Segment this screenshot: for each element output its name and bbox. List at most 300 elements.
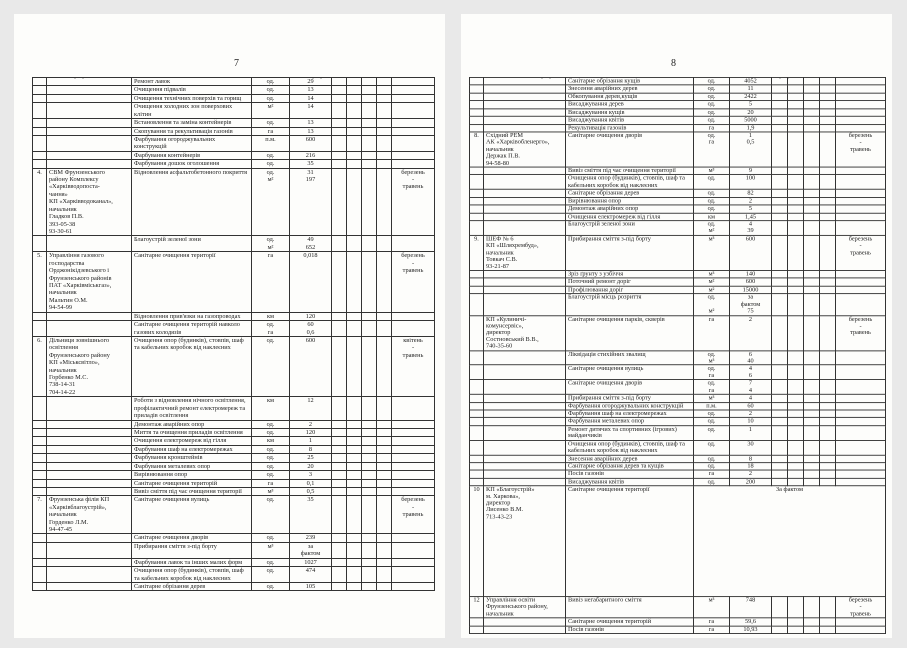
- blank-cell: [820, 470, 836, 478]
- unit-cell: од.: [252, 94, 290, 102]
- blank-cell: [362, 336, 377, 396]
- period-cell: [836, 124, 886, 132]
- blank-cell: [772, 626, 788, 634]
- unit-cell: га: [252, 127, 290, 135]
- volume-cell: 5: [730, 101, 772, 109]
- blank-cell: [772, 167, 788, 175]
- blank-cell: [804, 626, 820, 634]
- period-cell: [392, 78, 435, 86]
- blank-cell: [362, 127, 377, 135]
- volume-cell: 0,1: [290, 479, 332, 487]
- blank-cell: [772, 286, 788, 294]
- organization-cell: [484, 402, 566, 410]
- document-page-7: [14, 14, 445, 638]
- volume-cell: 35: [290, 496, 332, 534]
- blank-cell: [362, 445, 377, 453]
- row-number-cell: [33, 103, 47, 119]
- row-number-cell: [470, 394, 484, 402]
- table-row: [33, 135, 435, 151]
- blank-cell: [332, 471, 347, 479]
- row-number-cell: 7.: [33, 496, 47, 534]
- row-number-cell: 4.: [33, 168, 47, 236]
- row-number-cell: [33, 151, 47, 159]
- blank-cell: [332, 462, 347, 470]
- row-number-cell: [470, 175, 484, 190]
- row-number-cell: [470, 380, 484, 395]
- row-number-cell: [470, 116, 484, 124]
- volume-cell: 13: [290, 119, 332, 127]
- blank-cell: [332, 534, 347, 542]
- period-cell: [836, 93, 886, 101]
- work-description-cell: Санітарне очищення дворів: [566, 380, 694, 395]
- unit-cell: км: [694, 213, 730, 221]
- unit-cell: га: [694, 315, 730, 350]
- work-description-cell: Зріз ґрунту з узбіччя: [566, 270, 694, 278]
- blank-cell: [362, 454, 377, 462]
- blank-cell: [788, 93, 804, 101]
- row-number-cell: [33, 437, 47, 445]
- blank-cell: [788, 190, 804, 198]
- blank-cell: [772, 315, 788, 350]
- work-plan-table: [32, 77, 435, 591]
- table-row: [33, 445, 435, 453]
- blank-cell: [377, 321, 392, 337]
- table-row: [33, 487, 435, 495]
- unit-cell: од.: [694, 205, 730, 213]
- blank-cell: [772, 394, 788, 402]
- row-number-cell: [470, 109, 484, 117]
- unit-cell: од.: [252, 496, 290, 534]
- work-description-cell: Санітарне обрізання кущів: [566, 77, 694, 85]
- period-cell: [836, 380, 886, 395]
- organization-cell: [47, 583, 132, 591]
- work-description-cell: Знесення аварійних дерев: [566, 85, 694, 93]
- blank-cell: [788, 315, 804, 350]
- row-number-cell: [33, 558, 47, 566]
- blank-cell: [788, 109, 804, 117]
- blank-cell: [820, 315, 836, 350]
- blank-cell: [377, 487, 392, 495]
- blank-cell: [772, 478, 788, 486]
- table-row: [470, 221, 886, 236]
- organization-cell: [484, 455, 566, 463]
- work-description-cell: Висаджування дерев: [566, 101, 694, 109]
- blank-cell: [788, 205, 804, 213]
- organization-cell: [484, 286, 566, 294]
- blank-cell: [820, 85, 836, 93]
- blank-cell: [377, 312, 392, 320]
- blank-cell: [332, 454, 347, 462]
- blank-cell: [788, 351, 804, 366]
- volume-cell: 7 4: [730, 380, 772, 395]
- table-row: [470, 626, 886, 634]
- row-number-cell: [33, 94, 47, 102]
- table-row: [33, 534, 435, 542]
- period-cell: [392, 119, 435, 127]
- blank-cell: [362, 496, 377, 534]
- period-cell: [836, 294, 886, 315]
- row-number-cell: [33, 542, 47, 558]
- period-cell: березень - травень: [392, 168, 435, 236]
- blank-cell: [820, 213, 836, 221]
- page-dots-left: . .: [74, 72, 86, 81]
- blank-cell: [788, 410, 804, 418]
- table-row: [33, 558, 435, 566]
- organization-cell: Східний РЕМ АК «Харківобленерго», начальник Держак П.В. 94-58-80: [484, 132, 566, 167]
- period-cell: [836, 455, 886, 463]
- organization-cell: [484, 278, 566, 286]
- blank-cell: [362, 462, 377, 470]
- period-cell: [836, 426, 886, 441]
- row-number-cell: 6.: [33, 336, 47, 396]
- row-number-cell: [470, 85, 484, 93]
- table-row: [470, 132, 886, 167]
- organization-cell: [484, 380, 566, 395]
- period-cell: [392, 471, 435, 479]
- volume-cell: 474: [290, 567, 332, 583]
- blank-cell: [377, 160, 392, 168]
- blank-cell: [804, 315, 820, 350]
- volume-cell: 4 6: [730, 365, 772, 380]
- table-row: [33, 236, 435, 252]
- blank-cell: [377, 454, 392, 462]
- work-description-cell: Санітарне обрізання дерев: [566, 190, 694, 198]
- blank-cell: [772, 85, 788, 93]
- blank-cell: [347, 428, 362, 436]
- blank-cell: [820, 380, 836, 395]
- blank-cell: [804, 205, 820, 213]
- organization-cell: [484, 124, 566, 132]
- blank-cell: [804, 455, 820, 463]
- blank-cell: [772, 294, 788, 315]
- table-row: [470, 93, 886, 101]
- blank-cell: [788, 365, 804, 380]
- volume-cell: 20: [290, 462, 332, 470]
- work-description-cell: Вирівнювання опор: [132, 471, 252, 479]
- blank-cell: [804, 190, 820, 198]
- row-number-cell: [470, 463, 484, 471]
- work-description-cell: Санітарне очищення територій: [566, 618, 694, 626]
- period-cell: [392, 397, 435, 420]
- table-row: [33, 312, 435, 320]
- blank-cell: [772, 124, 788, 132]
- organization-cell: [484, 109, 566, 117]
- blank-cell: [788, 278, 804, 286]
- organization-cell: [484, 294, 566, 315]
- blank-cell: [820, 175, 836, 190]
- table-row: [470, 440, 886, 455]
- work-description-cell: Фарбування лавок та інших малих форм: [132, 558, 252, 566]
- page-number: 7: [234, 58, 239, 69]
- volume-cell: 0,018: [290, 252, 332, 312]
- unit-cell: га: [252, 479, 290, 487]
- period-cell: [392, 151, 435, 159]
- organization-cell: [484, 77, 566, 85]
- blank-cell: [377, 445, 392, 453]
- blank-cell: [362, 252, 377, 312]
- blank-cell: [772, 470, 788, 478]
- volume-cell: 600: [730, 235, 772, 270]
- blank-cell: [332, 312, 347, 320]
- blank-cell: [788, 402, 804, 410]
- work-description-cell: Очищення холодних зон поверхових клітин: [132, 103, 252, 119]
- work-description-cell: Санітарне очищення дворів: [132, 534, 252, 542]
- blank-cell: [772, 116, 788, 124]
- blank-cell: [820, 205, 836, 213]
- unit-cell: м³: [694, 597, 730, 618]
- unit-cell: од. м²: [694, 221, 730, 236]
- blank-cell: [788, 213, 804, 221]
- period-cell: [836, 286, 886, 294]
- period-cell: [836, 618, 886, 626]
- blank-cell: [820, 197, 836, 205]
- volume-cell: 9: [730, 167, 772, 175]
- table-row: [470, 270, 886, 278]
- blank-cell: [788, 101, 804, 109]
- work-description-cell: Посів газонів: [566, 470, 694, 478]
- blank-cell: [820, 618, 836, 626]
- work-description-cell: Очищення технічних поверхів та горищ: [132, 94, 252, 102]
- blank-cell: [820, 402, 836, 410]
- period-cell: [836, 213, 886, 221]
- period-cell: [836, 190, 886, 198]
- blank-cell: [347, 462, 362, 470]
- table-row: [470, 426, 886, 441]
- organization-cell: [484, 470, 566, 478]
- blank-cell: [820, 626, 836, 634]
- blank-cell: [347, 103, 362, 119]
- organization-cell: [484, 410, 566, 418]
- period-cell: [836, 167, 886, 175]
- row-number-cell: [33, 135, 47, 151]
- table-row: [33, 437, 435, 445]
- table-row: [33, 496, 435, 534]
- blank-cell: [804, 85, 820, 93]
- period-cell: березень - травень: [836, 315, 886, 350]
- work-description-cell: Очищення електромереж від гілля: [566, 213, 694, 221]
- blank-cell: [377, 428, 392, 436]
- volume-cell: За фактом: [694, 486, 886, 597]
- volume-cell: 100: [730, 175, 772, 190]
- row-number-cell: [470, 440, 484, 455]
- blank-cell: [772, 270, 788, 278]
- unit-cell: м²: [252, 103, 290, 119]
- blank-cell: [377, 583, 392, 591]
- organization-cell: [47, 397, 132, 420]
- row-number-cell: 10: [470, 486, 484, 597]
- blank-cell: [804, 77, 820, 85]
- work-description-cell: Ремонт лавок: [132, 78, 252, 86]
- blank-cell: [820, 270, 836, 278]
- work-description-cell: Прибирання сміття з-під борту: [132, 542, 252, 558]
- blank-cell: [362, 542, 377, 558]
- blank-cell: [820, 167, 836, 175]
- period-cell: березень - травень: [836, 597, 886, 618]
- row-number-cell: [33, 471, 47, 479]
- volume-cell: 10: [730, 418, 772, 426]
- volume-cell: 20: [730, 109, 772, 117]
- table-row: [470, 365, 886, 380]
- blank-cell: [332, 119, 347, 127]
- row-number-cell: [33, 567, 47, 583]
- volume-cell: 25: [290, 454, 332, 462]
- blank-cell: [804, 597, 820, 618]
- organization-cell: [484, 175, 566, 190]
- blank-cell: [820, 221, 836, 236]
- blank-cell: [347, 78, 362, 86]
- blank-cell: [788, 221, 804, 236]
- blank-cell: [788, 455, 804, 463]
- blank-cell: [332, 127, 347, 135]
- organization-cell: [47, 479, 132, 487]
- unit-cell: од.: [694, 478, 730, 486]
- work-description-cell: Благоустрій зеленої зони: [132, 236, 252, 252]
- blank-cell: [788, 426, 804, 441]
- blank-cell: [362, 160, 377, 168]
- blank-cell: [804, 402, 820, 410]
- organization-cell: КП «Благоустрій» м. Харкова», директор Лисенко В.М. 713-43-23: [484, 486, 566, 597]
- period-cell: [836, 197, 886, 205]
- volume-cell: 60: [730, 402, 772, 410]
- blank-cell: [377, 94, 392, 102]
- unit-cell: од.: [694, 455, 730, 463]
- period-cell: [392, 103, 435, 119]
- work-description-cell: Відновлення прив'язки на газопроводах: [132, 312, 252, 320]
- organization-cell: [47, 78, 132, 86]
- volume-cell: 14: [290, 94, 332, 102]
- blank-cell: [362, 86, 377, 94]
- work-description-cell: Посів газонів: [566, 626, 694, 634]
- row-number-cell: [470, 618, 484, 626]
- period-cell: [392, 86, 435, 94]
- organization-cell: ШЕФ № 6 КП «Шляхрембуд», начальник Товкач С.В. 93-21-87: [484, 235, 566, 270]
- blank-cell: [377, 336, 392, 396]
- row-number-cell: [470, 101, 484, 109]
- table-row: [470, 455, 886, 463]
- blank-cell: [788, 294, 804, 315]
- unit-cell: п.м.: [252, 135, 290, 151]
- work-description-cell: Очищення опор (будинків), стовпів, шаф та кабельних коробок від наклеєних: [132, 567, 252, 583]
- work-description-cell: Санітарне очищення парків, скверів: [566, 315, 694, 350]
- volume-cell: 2: [730, 197, 772, 205]
- blank-cell: [377, 103, 392, 119]
- organization-cell: [484, 197, 566, 205]
- blank-cell: [804, 394, 820, 402]
- unit-cell: од.: [252, 534, 290, 542]
- blank-cell: [820, 351, 836, 366]
- table-row: [33, 160, 435, 168]
- blank-cell: [788, 470, 804, 478]
- organization-cell: [47, 534, 132, 542]
- blank-cell: [820, 278, 836, 286]
- table-row: [470, 410, 886, 418]
- unit-cell: км: [252, 312, 290, 320]
- unit-cell: од. га: [694, 380, 730, 395]
- period-cell: [392, 542, 435, 558]
- blank-cell: [820, 235, 836, 270]
- unit-cell: од. м²: [252, 168, 290, 236]
- period-cell: [836, 463, 886, 471]
- blank-cell: [772, 235, 788, 270]
- volume-cell: за фактом 75: [730, 294, 772, 315]
- blank-cell: [332, 94, 347, 102]
- blank-cell: [332, 437, 347, 445]
- unit-cell: од.: [252, 471, 290, 479]
- organization-cell: Управління освіти Фрунзенського району, начальник: [484, 597, 566, 618]
- row-number-cell: [470, 426, 484, 441]
- blank-cell: [820, 93, 836, 101]
- blank-cell: [772, 597, 788, 618]
- table-row: [470, 101, 886, 109]
- page-dots-right: . .: [779, 72, 791, 81]
- blank-cell: [377, 127, 392, 135]
- table-row: [33, 321, 435, 337]
- work-description-cell: Вивіз сміття під час очищення території: [566, 167, 694, 175]
- volume-cell: 600: [290, 135, 332, 151]
- blank-cell: [332, 252, 347, 312]
- blank-cell: [772, 175, 788, 190]
- unit-cell: км: [252, 397, 290, 420]
- row-number-cell: [470, 93, 484, 101]
- organization-cell: [47, 542, 132, 558]
- volume-cell: 200: [730, 478, 772, 486]
- work-description-cell: Фарбування кронштейнів: [132, 454, 252, 462]
- table-row: [33, 428, 435, 436]
- period-cell: [836, 270, 886, 278]
- blank-cell: [332, 168, 347, 236]
- period-cell: [836, 278, 886, 286]
- volume-cell: 5000: [730, 116, 772, 124]
- blank-cell: [820, 365, 836, 380]
- blank-cell: [804, 167, 820, 175]
- work-description-cell: Фарбування контейнерів: [132, 151, 252, 159]
- blank-cell: [347, 168, 362, 236]
- table-row: [470, 294, 886, 315]
- blank-cell: [788, 463, 804, 471]
- blank-cell: [377, 558, 392, 566]
- work-description-cell: Санітарне очищення дворів: [566, 132, 694, 167]
- blank-cell: [804, 116, 820, 124]
- work-description-cell: Висаджування квітів: [566, 116, 694, 124]
- blank-cell: [362, 567, 377, 583]
- period-cell: [392, 437, 435, 445]
- table-row: [470, 470, 886, 478]
- unit-cell: од.: [694, 77, 730, 85]
- table-row: [33, 583, 435, 591]
- work-description-cell: Фарбування металевих опор: [566, 418, 694, 426]
- unit-cell: га: [252, 252, 290, 312]
- volume-cell: 15000: [730, 286, 772, 294]
- unit-cell: га: [694, 124, 730, 132]
- organization-cell: [47, 428, 132, 436]
- volume-cell: 35: [290, 160, 332, 168]
- row-number-cell: [470, 221, 484, 236]
- volume-cell: 1: [290, 437, 332, 445]
- organization-cell: [484, 205, 566, 213]
- table-row: [470, 124, 886, 132]
- unit-cell: га: [694, 618, 730, 626]
- blank-cell: [788, 270, 804, 278]
- blank-cell: [820, 440, 836, 455]
- blank-cell: [804, 365, 820, 380]
- unit-cell: од.: [252, 583, 290, 591]
- unit-cell: м³: [694, 394, 730, 402]
- work-description-cell: Фарбування дошок оголошення: [132, 160, 252, 168]
- period-cell: [836, 402, 886, 410]
- blank-cell: [820, 109, 836, 117]
- row-number-cell: [470, 626, 484, 634]
- document-page-8: [461, 14, 892, 638]
